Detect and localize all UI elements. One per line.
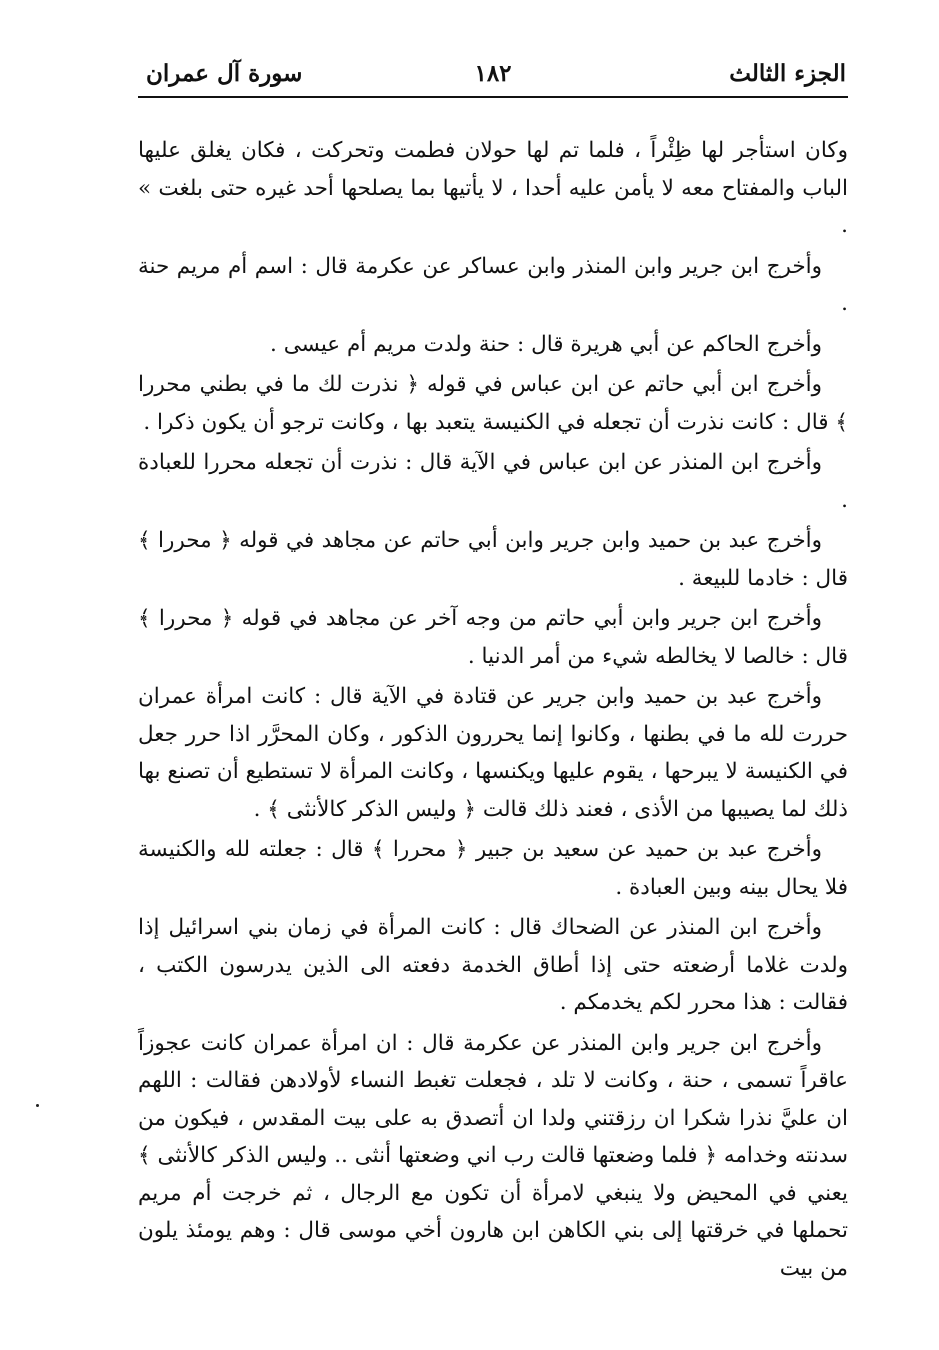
paragraph: وأخرج عبد بن حميد وابن جرير عن قتادة في الآية قال : كانت امرأة عمران حررت لله ما في بطنها ، وكانوا إنما يحررون الذكور ، وكان المحرَّر اذا حرر جعل في الكنيسة لا يبرحها ، يقوم عليها ويكنسها ، وكانت المرأة لا تستطيع أن تصنع بها ذلك لما يصيبها من الأذى ، فعند ذلك قالت ﴿ وليس الذكر كالأنثى ﴾ . — [138, 684, 848, 822]
paragraph: وأخرج عبد بن حميد وابن جرير وابن أبي حاتم عن مجاهد في قوله ﴿ محررا ﴾ قال : خادما للبيعة . — [138, 528, 848, 591]
part-title: الجزء الثالث — [729, 60, 846, 87]
book-page — [138, 52, 848, 1290]
paragraph: وأخرج الحاكم عن أبي هريرة قال : حنة ولدت مريم أم عيسى . — [270, 331, 822, 357]
paragraph: وكان استأجر لها ظِئْراً ، فلما تم لها حولان فطمت وتحركت ، فكان يغلق عليها الباب والمفتاح معه لا يأمن عليه أحدا ، لا يأتيها بما يصلحها أحد غيره حتى بلغت » . — [138, 138, 848, 238]
surah-title: سورة آل عمران — [146, 60, 303, 87]
stray-dot-mark — [36, 1104, 39, 1107]
paragraph: وأخرج ابن المنذر عن الضحاك قال : كانت المرأة في زمان بني اسرائيل إذا ولدت غلاما أرضعته حتى إذا أطاق الخدمة دفعته الى الذين يدرسون الكتب ، فقالت : هذا محرر لكم يخدمكم . — [138, 915, 848, 1015]
page-number: ١٨٢ — [474, 60, 512, 87]
page-header — [138, 52, 848, 98]
paragraph: وأخرج ابن أبي حاتم عن ابن عباس في قوله ﴿ نذرت لك ما في بطني محررا ﴾ قال : كانت نذرت أن تجعله في الكنيسة يتعبد بها ، وكانت ترجو أن يكون ذكرا . — [138, 372, 848, 435]
paragraph: وأخرج ابن جرير وابن أبي حاتم من وجه آخر عن مجاهد في قوله ﴿ محررا ﴾ قال : خالصا لا يخالطه شيء من أمر الدنيا . — [138, 606, 848, 669]
paragraph: وأخرج ابن جرير وابن المنذر وابن عساكر عن عكرمة قال : اسم أم مريم حنة . — [138, 253, 848, 316]
page-body — [138, 132, 848, 1287]
paragraph: وأخرج ابن جرير وابن المنذر عن عكرمة قال : ان امرأة عمران كانت عجوزاً عاقراً تسمى ، حنة ، وكانت لا تلد ، فجعلت تغبط النساء لأولادهن فقالت : اللهم ان عليَّ نذرا شكرا ان رزقتني ولدا ان أتصدق به على بيت المقدس ، فيكون من سدنته وخدامه ﴿ فلما وضعتها قالت رب اني وضعتها أنثى .. وليس الذكر كالأنثى ﴾ يعني في المحيض ولا ينبغي لامرأة أن تكون مع الرجال ، ثم خرجت أم مريم تحملها في خرقتها إلى بني الكاهن ابن هارون أخي موسى قال : وهم يومئذ يلون من بيت — [138, 1030, 848, 1281]
paragraph: وأخرج ابن المنذر عن ابن عباس في الآية قال : نذرت أن تجعله محررا للعبادة . — [138, 450, 848, 513]
paragraph: وأخرج عبد بن حميد عن سعيد بن جبير ﴿ محررا ﴾ قال : جعلته لله والكنيسة فلا يحال بينه وبين العبادة . — [138, 837, 848, 900]
